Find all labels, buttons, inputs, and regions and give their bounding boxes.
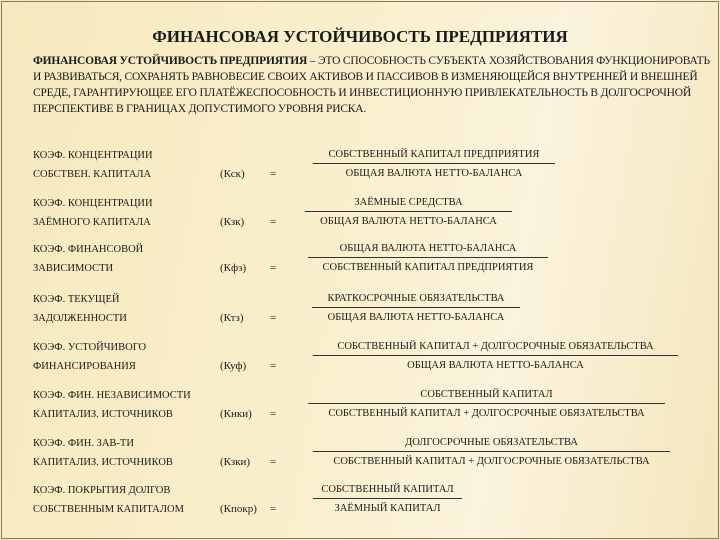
ratio-name-line2: КАПИТАЛИЗ. ИСТОЧНИКОВ [33,409,173,420]
formula-denominator: СОБСТВЕННЫЙ КАПИТАЛ + ДОЛГОСРОЧНЫЕ ОБЯЗАТЕЛЬСТВА [328,408,645,419]
ratio-symbol: (Кпокр) [220,503,257,515]
slide-title: ФИНАНСОВАЯ УСТОЙЧИВОСТЬ ПРЕДПРИЯТИЯ [152,27,568,46]
equals-sign: = [270,503,277,515]
ratio-name-line2: ЗАЁМНОГО КАПИТАЛА [33,217,151,228]
formula-denominator: ОБЩАЯ ВАЛЮТА НЕТТО-БАЛАНСА [407,360,584,371]
formula-numerator: СОБСТВЕННЫЙ КАПИТАЛ [308,386,665,404]
ratio-name-line1: КОЭФ. ТЕКУЩЕЙ [33,294,120,305]
ratio-name-line1: КОЭФ. ПОКРЫТИЯ ДОЛГОВ [33,485,171,496]
ratio-name-line1: КОЭФ. ФИН. ЗАВ-ТИ [33,438,134,449]
formula-numerator: СОБСТВЕННЫЙ КАПИТАЛ [313,481,462,499]
equals-sign: = [270,262,277,274]
ratio-name-line2: КАПИТАЛИЗ. ИСТОЧНИКОВ [33,457,173,468]
ratio-symbol: (Ктз) [220,312,244,324]
ratio-symbol: (Кзки) [220,456,251,468]
ratio-row [0,146,720,186]
ratio-row [0,338,720,378]
formula-denominator: ЗАЁМНЫЙ КАПИТАЛ [334,503,441,514]
ratio-symbol: (Кзк) [220,216,245,228]
ratio-row [0,386,720,426]
formula-numerator: СОБСТВЕННЫЙ КАПИТАЛ + ДОЛГОСРОЧНЫЕ ОБЯЗАТЕЛЬСТВА [313,338,678,356]
ratio-name [33,386,191,424]
formula-numerator: ОБЩАЯ ВАЛЮТА НЕТТО-БАЛАНСА [308,240,548,258]
equals-sign: = [270,216,277,228]
ratio-formula [308,240,548,277]
ratio-name-line1: КОЭФ. КОНЦЕНТРАЦИИ [33,198,153,209]
ratio-name [33,290,127,328]
ratio-row [0,434,720,474]
equals-sign: = [270,456,277,468]
formula-denominator: ОБЩАЯ ВАЛЮТА НЕТТО-БАЛАНСА [320,216,497,227]
ratio-formula [313,338,678,375]
ratio-row [0,481,720,521]
ratio-symbol: (Кфз) [220,262,247,274]
formula-denominator: ОБЩАЯ ВАЛЮТА НЕТТО-БАЛАНСА [345,168,523,179]
ratio-symbol: (Куф) [220,360,247,372]
formula-denominator: СОБСТВЕННЫЙ КАПИТАЛ ПРЕДПРИЯТИЯ [322,262,534,273]
ratio-symbol: (Кск) [220,168,245,180]
ratio-name-line1: КОЭФ. УСТОЙЧИВОГО [33,342,147,353]
ratio-name-line2: ЗАДОЛЖЕННОСТИ [33,313,127,324]
ratio-name [33,194,153,232]
definition-term: ФИНАНСОВАЯ УСТОЙЧИВОСТЬ ПРЕДПРИЯТИЯ [33,55,308,67]
ratio-formula [313,481,462,518]
ratio-name-line2: ЗАВИСИМОСТИ [33,263,114,274]
equals-sign: = [270,360,277,372]
ratio-symbol: (Кнки) [220,408,252,420]
ratio-name [33,240,143,278]
ratio-formula [312,290,520,327]
ratio-formula [308,386,665,423]
ratio-formula [313,146,555,183]
definition-paragraph [33,53,713,117]
equals-sign: = [270,168,277,180]
ratio-name [33,434,173,472]
formula-numerator: ЗАЁМНЫЕ СРЕДСТВА [305,194,512,212]
ratio-name [33,146,153,184]
ratio-formula [305,194,512,231]
ratio-name [33,481,184,519]
ratio-formula [313,434,670,471]
ratio-name-line1: КОЭФ. ФИНАНСОВОЙ [33,244,144,255]
equals-sign: = [270,408,277,420]
ratio-name-line1: КОЭФ. ФИН. НЕЗАВИСИМОСТИ [33,390,191,401]
ratio-row [0,240,720,280]
ratio-row [0,194,720,234]
formula-numerator: КРАТКОСРОЧНЫЕ ОБЯЗАТЕЛЬСТВА [312,290,520,308]
formula-denominator: СОБСТВЕННЫЙ КАПИТАЛ + ДОЛГОСРОЧНЫЕ ОБЯЗАТЕЛЬСТВА [333,456,650,467]
ratio-name-line2: СОБСТВЕН. КАПИТАЛА [33,169,152,180]
ratio-name [33,338,146,376]
definition-text: – ЭТО СПОСОБНОСТЬ СУБЪЕКТА ХОЗЯЙСТВОВАНИЯ ФУНКЦИОНИРОВАТЬ И РАЗВИВАТЬСЯ, СОХРАНЯТЬ РАВНОВЕСИЕ СВОИХ АКТИВОВ И ПАССИВОВ В ИЗМЕНЯЮЩЕЙСЯ ВНУТРЕННЕЙ И ВНЕШНЕЙ СРЕДЕ, ГАРАНТИРУЮЩЕЕ ЕГО ПЛАТЁЖЕСПОСОБНОСТЬ И ИНВЕСТИЦИОННУЮ ПРИВЛЕКАТЕЛЬНОСТЬ В ДОЛГОСРОЧНОЙ ПЕРСПЕКТИВЕ В ГРАНИЦАХ ДОПУСТИМОГО УРОВНЯ РИСКА. [33,55,710,115]
ratio-name-line2: ФИНАНСИРОВАНИЯ [33,361,136,372]
formula-numerator: ДОЛГОСРОЧНЫЕ ОБЯЗАТЕЛЬСТВА [313,434,670,452]
ratio-row [0,290,720,330]
equals-sign: = [270,312,277,324]
ratio-name-line1: КОЭФ. КОНЦЕНТРАЦИИ [33,150,153,161]
formula-numerator: СОБСТВЕННЫЙ КАПИТАЛ ПРЕДПРИЯТИЯ [313,146,555,164]
formula-denominator: ОБЩАЯ ВАЛЮТА НЕТТО-БАЛАНСА [327,312,505,323]
ratio-name-line2: СОБСТВЕННЫМ КАПИТАЛОМ [33,504,184,515]
